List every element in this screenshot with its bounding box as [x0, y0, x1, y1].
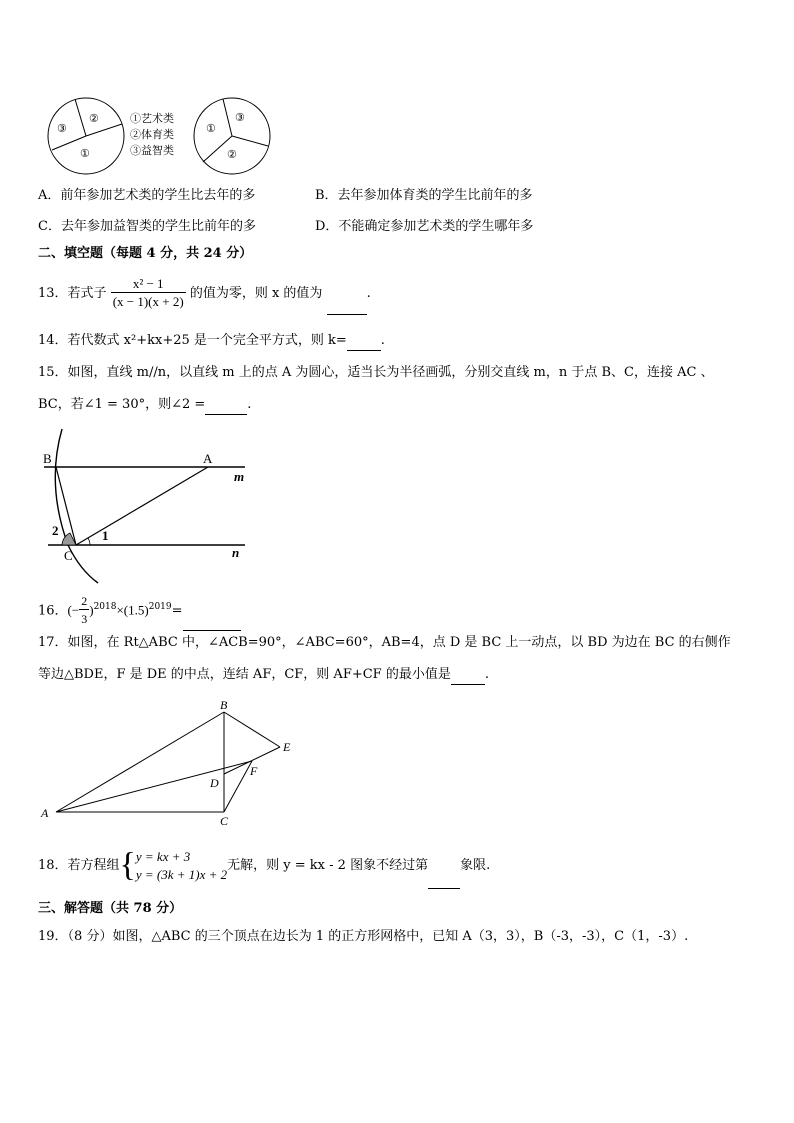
q15-answer-blank[interactable] [205, 396, 247, 415]
question-19: 19．（8 分）如图，△ABC 的三个顶点在边长为 1 的正方形网格中，已知 A（3，3），B（-3，-3），C（1，-3）. [38, 929, 689, 944]
q16-fraction: $\frac{2}{3}$ [81, 594, 88, 627]
fig15-label-n: n [232, 545, 240, 560]
question-13: 13．若式子 $\frac{\text{x² − 1}}{(x - 1)(x + 2)}$ 的值为零，则 x 的值为 . [38, 274, 371, 315]
figure-15 [40, 425, 255, 585]
pie-left-label-3: ③ [57, 123, 67, 135]
section-heading-fill-in: 二、填空题（每题 4 分，共 24 分） [38, 246, 253, 261]
question-14: 14．若代数式 x²+kx+25 是一个完全平方式，则 k= . [38, 332, 385, 351]
pie-right-label-2: ② [227, 149, 237, 161]
section-heading-solutions: 三、解答题（共 78 分） [38, 901, 183, 916]
question-17-line-2: 等边△BDE，F 是 DE 的中点，连结 AF，CF，则 AF+CF 的最小值是 . [38, 666, 489, 685]
q18-answer-blank[interactable] [428, 844, 460, 889]
fig15-label-2: 2 [52, 523, 59, 538]
pie-right-label-3: ③ [235, 112, 245, 124]
pie-left-label-2: ② [89, 113, 99, 125]
question-15-line-1: 15．如图，直线 m//n，以直线 m 上的点 A 为圆心，适当长为半径画弧，分别交直线 m，n 于点 B、C，连接 AC 、 [38, 365, 714, 380]
pie-left [48, 98, 124, 174]
option-b: B．去年参加体育类的学生比前年的多 [315, 188, 533, 203]
pie-charts-figure [40, 92, 280, 184]
fig15-label-1: 1 [102, 528, 109, 543]
fig17-label-a: A [41, 806, 49, 820]
question-17-line-1: 17．如图，在 Rt△ABC 中，∠ACB=90°，∠ABC=60°，AB=4，点 D 是 BC 上一动点，以 BD 为边在 BC 的右侧作 [38, 635, 731, 650]
fig17-label-e: E [283, 740, 291, 754]
option-d: D．不能确定参加艺术类的学生哪年多 [315, 219, 534, 234]
svg-text:①艺术类: ①艺术类 [130, 113, 174, 125]
fig17-label-c: C [220, 814, 229, 828]
figure-17 [36, 695, 301, 830]
q16-answer-blank[interactable] [183, 592, 241, 631]
fig15-label-b: B [43, 451, 52, 466]
fig17-label-d: D [210, 776, 219, 790]
q18-system: y = kx + 3 y = (3k + 1)x + 2 [135, 848, 228, 882]
q13-fraction: $\frac{\text{x² − 1}}{(x - 1)(x + 2)}$ [112, 276, 184, 309]
question-16: 16．(− $\frac{2}{3}$ )$^{2018}\times(1.5)^{2019}=$ [38, 588, 241, 631]
pie-right [194, 98, 270, 174]
q14-answer-blank[interactable] [347, 332, 381, 351]
svg-text:②体育类: ②体育类 [130, 129, 174, 141]
q17-answer-blank[interactable] [451, 666, 485, 685]
fig17-label-f: F [250, 764, 258, 778]
fig17-label-b: B [220, 698, 228, 712]
fig15-label-a: A [203, 451, 213, 466]
q13-answer-blank[interactable] [327, 274, 367, 315]
svg-text:③益智类: ③益智类 [130, 145, 174, 157]
fig15-label-m: m [234, 469, 245, 484]
question-18: 18．若方程组{ y = kx + 3 y = (3k + 1)x + 2 无解，则 y = kx - 2 图象不经过第 象限. [38, 844, 490, 889]
pie-legend [130, 111, 174, 157]
option-c: C．去年参加益智类的学生比前年的多 [38, 219, 256, 234]
option-a: A．前年参加艺术类的学生比去年的多 [38, 188, 256, 203]
pie-right-label-1: ① [206, 123, 216, 135]
question-15-line-2: BC，若∠1 = 30°，则∠2 = . [38, 396, 251, 415]
pie-left-label-1: ① [80, 148, 90, 160]
fig15-label-c: C [64, 548, 73, 563]
